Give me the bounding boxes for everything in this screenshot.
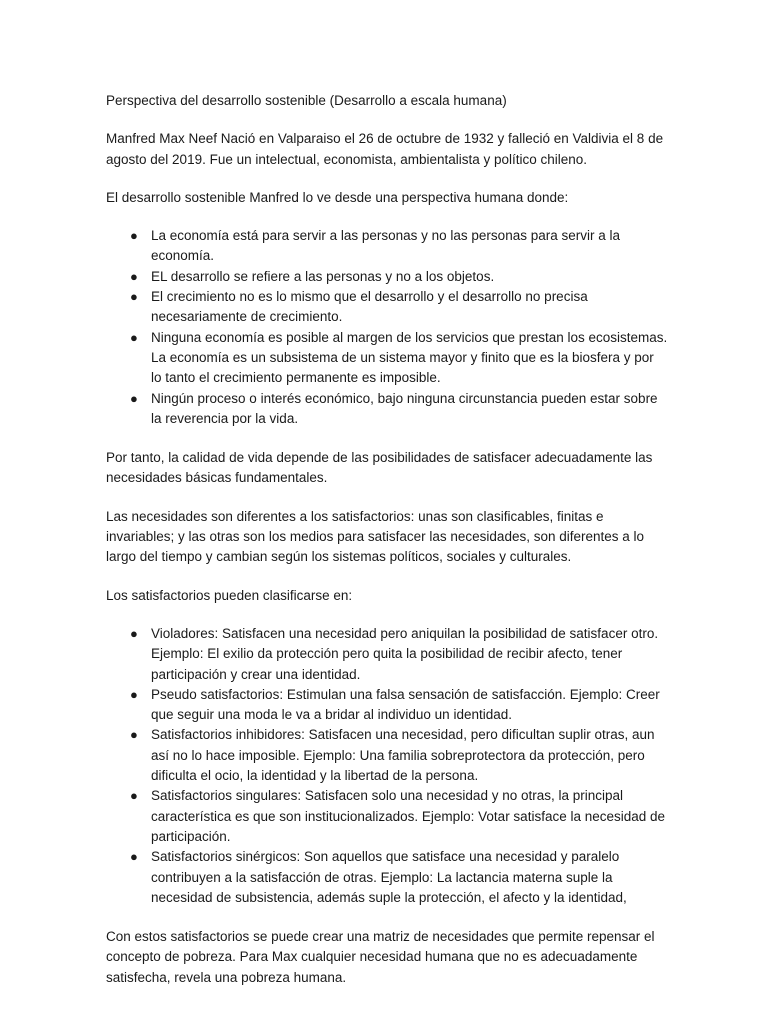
- conclusion-paragraph: Con estos satisfactorios se puede crear una matriz de necesidades que permite repensar el concepto de pobreza. Para Max cualquier necesidad humana que no es adecuadamente satisfecha, revela una pobreza humana.: [106, 929, 655, 985]
- satisfiers-list: [106, 624, 668, 908]
- list-item-text: Satisfactorios sinérgicos: Son aquellos que satisface una necesidad y paralelo contribuyen a la satisfacción de otras. Ejemplo: La lactancia materna suple la necesidad de subsistencia, además suple la protección, el afecto y la identidad,: [151, 849, 627, 905]
- list-item: [106, 786, 668, 847]
- document-title: Perspectiva del desarrollo sostenible (Desarrollo a escala humana): [106, 93, 507, 108]
- list-item: [106, 624, 668, 685]
- bullet-icon: ●: [130, 329, 138, 345]
- list-item: [106, 287, 668, 328]
- intro-paragraph: El desarrollo sostenible Manfred lo ve desde una perspectiva humana donde:: [106, 189, 569, 205]
- bullet-icon: ●: [130, 788, 138, 804]
- bullet-icon: ●: [130, 228, 138, 244]
- list-item-text: Satisfactorios inhibidores: Satisfacen una necesidad, pero dificultan suplir otras, aun así no lo hace imposible. Ejemplo: Una familia sobreprotectora da protección, pero dificulta el ocio, la identidad y la libertad de la persona.: [151, 727, 655, 784]
- principles-list: [106, 226, 668, 429]
- bullet-icon: ●: [130, 686, 138, 702]
- list-item-text: Pseudo satisfactorios: Estimulan una falsa sensación de satisfacción. Ejemplo: Creer que seguir una moda le va a bridar al individuo un identidad.: [151, 686, 660, 723]
- classification-intro: Los satisfactorios pueden clasificarse en:: [106, 587, 353, 603]
- bullet-icon: ●: [130, 849, 138, 865]
- list-item: [106, 226, 668, 267]
- bullet-icon: ●: [130, 289, 138, 305]
- list-item: [106, 685, 668, 726]
- list-item: [106, 267, 668, 287]
- bullet-icon: ●: [130, 727, 138, 743]
- list-item-text: Ningún proceso o interés económico, bajo ninguna circunstancia pueden estar sobre la reverencia por la vida.: [151, 390, 658, 426]
- bio-paragraph: Manfred Max Neef Nació en Valparaiso el 26 de octubre de 1932 y falleció en Valdivia el 8 de agosto del 2019. Fue un intelectual, economista, ambientalista y político chileno.: [106, 131, 664, 167]
- quality-of-life-paragraph: Por tanto, la calidad de vida depende de las posibilidades de satisfacer adecuadamente las necesidades básicas fundamentales.: [106, 450, 653, 486]
- list-item-text: El crecimiento no es lo mismo que el desarrollo y el desarrollo no precisa necesariamente de crecimiento.: [151, 289, 588, 325]
- list-item: [106, 847, 668, 908]
- list-item: [106, 328, 668, 389]
- list-item-text: Satisfactorios singulares: Satisfacen solo una necesidad y no otras, la principal característica es que son institucionalizados. Ejemplo: Votar satisface la necesidad de participación.: [151, 788, 666, 844]
- list-item-text: La economía está para servir a las personas y no las personas para servir a la economía.: [151, 228, 620, 264]
- bullet-icon: ●: [130, 268, 138, 284]
- needs-paragraph: Las necesidades son diferentes a los satisfactorios: unas son clasificables, finitas e invariables; y las otras son los medios para satisfacer las necesidades, son diferentes a lo largo del tiempo y cambian según los sistemas políticos, sociales y culturales.: [106, 508, 645, 565]
- bullet-icon: ●: [130, 625, 138, 641]
- list-item-text: Violadores: Satisfacen una necesidad pero aniquilan la posibilidad de satisfacer otro. Ejemplo: El exilio da protección pero quita la posibilidad de recibir afecto, tener participación y crear una identidad.: [151, 625, 659, 682]
- list-item-text: Ninguna economía es posible al margen de los servicios que prestan los ecosistemas. La economía es un subsistema de un sistema mayor y finito que es la biosfera y por lo tanto el crecimiento permanente es imposible.: [151, 329, 668, 386]
- list-item-text: EL desarrollo se refiere a las personas y no a los objetos.: [151, 268, 495, 284]
- list-item: [106, 725, 668, 786]
- list-item: [106, 389, 668, 430]
- bullet-icon: ●: [130, 390, 138, 406]
